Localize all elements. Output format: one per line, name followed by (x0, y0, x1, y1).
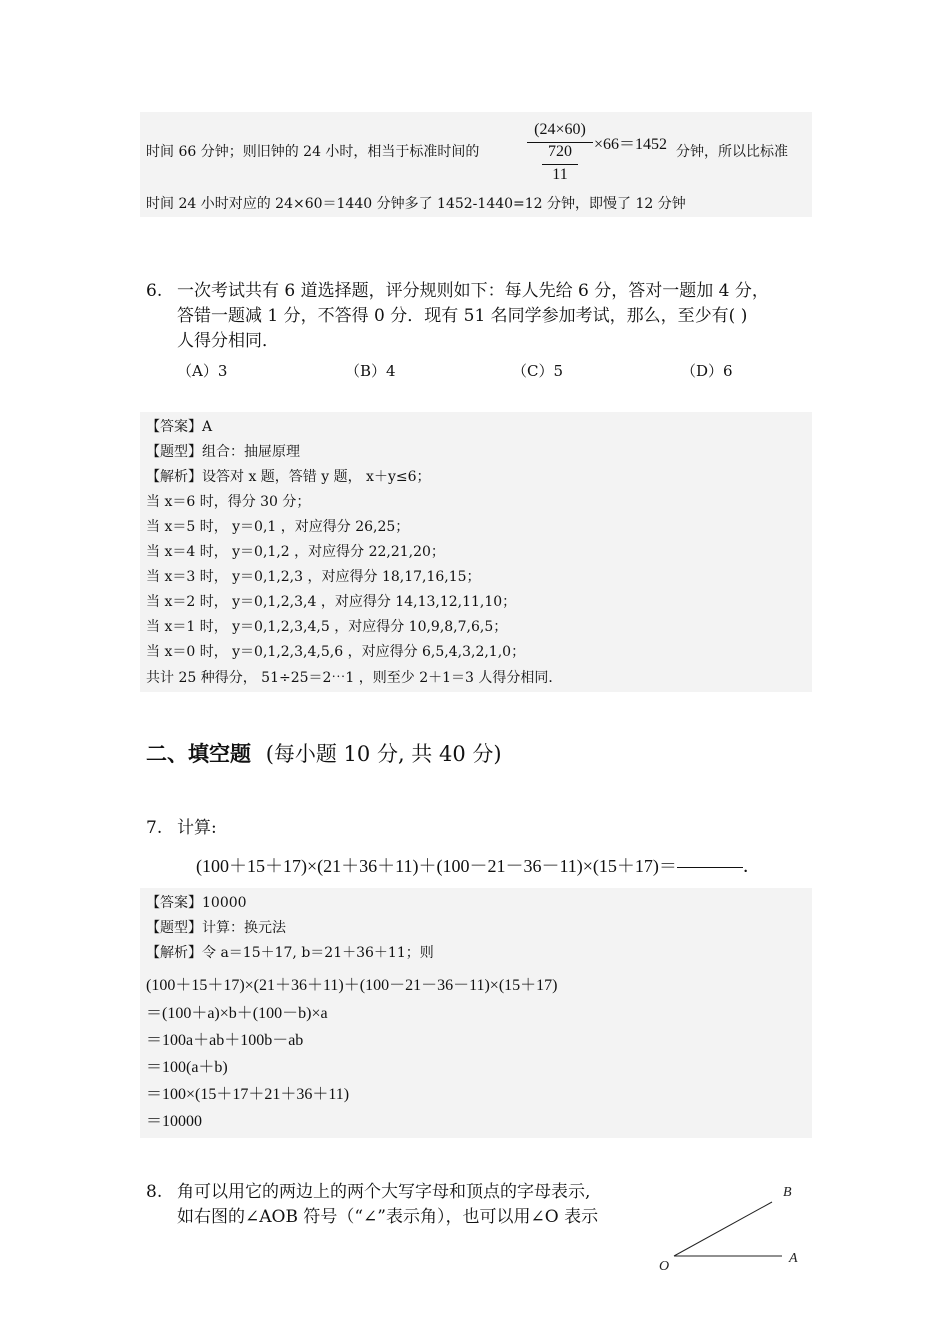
q7-end: ． (742, 856, 761, 876)
prev-line1-post: 分钟，所以比标准 (676, 144, 788, 160)
q8-number: 8. (146, 1182, 163, 1202)
prev-frac-mid: 720 (548, 143, 572, 160)
q6-sol-line: 当 x＝1 时， y＝0,1,2,3,4,5 ，对应得分 10,9,8,7,6,5； (146, 619, 508, 635)
q6-option-a: （A）3 (177, 362, 228, 380)
q7-sol-step: (100＋15＋17)×(21＋36＋11)＋(100－21－36－11)×(15＋17) (146, 977, 558, 994)
q7-expression-row (196, 852, 761, 878)
q6-line1: 一次考试共有 6 道选择题，评分规则如下：每人先给 6 分，答对一题加 4 分， (177, 281, 769, 301)
prev-line2: 时间 24 小时对应的 24×60＝1440 分钟多了 1452-1440=12 分钟，即慢了 12 分钟 (146, 196, 686, 212)
q6-line3: 人得分相同． (177, 331, 279, 351)
q6-sol-line: 当 x＝6 时，得分 30 分； (146, 494, 311, 510)
section-heading (146, 738, 502, 768)
prev-frac-top: (24×60) (534, 121, 586, 138)
prev-frac-after: ×66＝1452 (594, 136, 668, 153)
q6-sol-analysis: 【解析】设答对 x 题，答错 y 题， x＋y≤6； (146, 469, 431, 485)
q7-sol-step: ＝100a＋ab＋100b－ab (146, 1032, 304, 1049)
q7-sol-answer: 【答案】10000 (146, 895, 247, 911)
section-title: 二、填空题 (146, 741, 251, 766)
q7-prompt: 计算: (177, 818, 217, 838)
ray-ob (674, 1202, 772, 1256)
section-note: (每小题 10 分, 共 40 分) (265, 742, 502, 766)
q7-sol-type: 【题型】计算：换元法 (146, 920, 286, 936)
q7-number: 7. (146, 818, 163, 838)
q6-option-c: （C）5 (512, 362, 564, 380)
q7-sol-result: ＝10000 (146, 1113, 203, 1130)
q7-expression: (100＋15＋17)×(21＋36＋11)＋(100－21－36－11)×(15＋17)＝ (196, 856, 677, 876)
label-o: O (659, 1259, 670, 1274)
prev-frac-bar-inner (542, 164, 578, 165)
q6-sol-type: 【题型】组合：抽屉原理 (146, 444, 300, 460)
prev-line1-pre: 时间 66 分钟；则旧钟的 24 小时，相当于标准时间的 (146, 144, 480, 160)
q7-sol-step: ＝100(a＋b) (146, 1059, 228, 1076)
q7-sol-step: ＝100×(15＋17＋21＋36＋11) (146, 1086, 350, 1103)
q6-sol-conclusion: 共计 25 种得分， 51÷25＝2⋯1 ，则至少 2＋1＝3 人得分相同． (146, 670, 563, 686)
angle-aob-figure (650, 1172, 820, 1276)
q6-sol-line: 当 x＝2 时， y＝0,1,2,3,4 ，对应得分 14,13,12,11,10； (146, 594, 517, 610)
q6-line2: 答错一题减 1 分，不答得 0 分．现有 51 名同学参加考试，那么，至少有( ) (177, 306, 748, 326)
q8-line2: 如右图的∠AOB 符号（“∠”表示角），也可以用∠O 表示 (177, 1207, 599, 1227)
q6-sol-answer: 【答案】A (146, 419, 213, 435)
q6-sol-line: 当 x＝0 时， y＝0,1,2,3,4,5,6 ，对应得分 6,5,4,3,2,1,0； (146, 644, 526, 660)
label-a: A (789, 1251, 798, 1266)
q7-sol-step: ＝(100＋a)×b＋(100－b)×a (146, 1005, 328, 1022)
q6-option-d: （D）6 (681, 362, 733, 380)
q6-sol-line: 当 x＝4 时， y＝0,1,2 ，对应得分 22,21,20； (146, 544, 445, 560)
prev-frac-bot: 11 (552, 166, 568, 183)
q6-number: 6. (146, 281, 163, 301)
q6-option-b: （B）4 (345, 362, 396, 380)
q7-answer-blank (677, 867, 743, 868)
q7-sol-analysis: 【解析】令 a＝15＋17, b＝21＋36＋11；则 (146, 945, 434, 961)
label-b: B (783, 1185, 792, 1200)
q6-sol-line: 当 x＝3 时， y＝0,1,2,3 ，对应得分 18,17,16,15； (146, 569, 481, 585)
q6-sol-line: 当 x＝5 时， y＝0,1 ，对应得分 26,25； (146, 519, 410, 535)
q8-line1: 角可以用它的两边上的两个大写字母和顶点的字母表示, (177, 1182, 591, 1202)
